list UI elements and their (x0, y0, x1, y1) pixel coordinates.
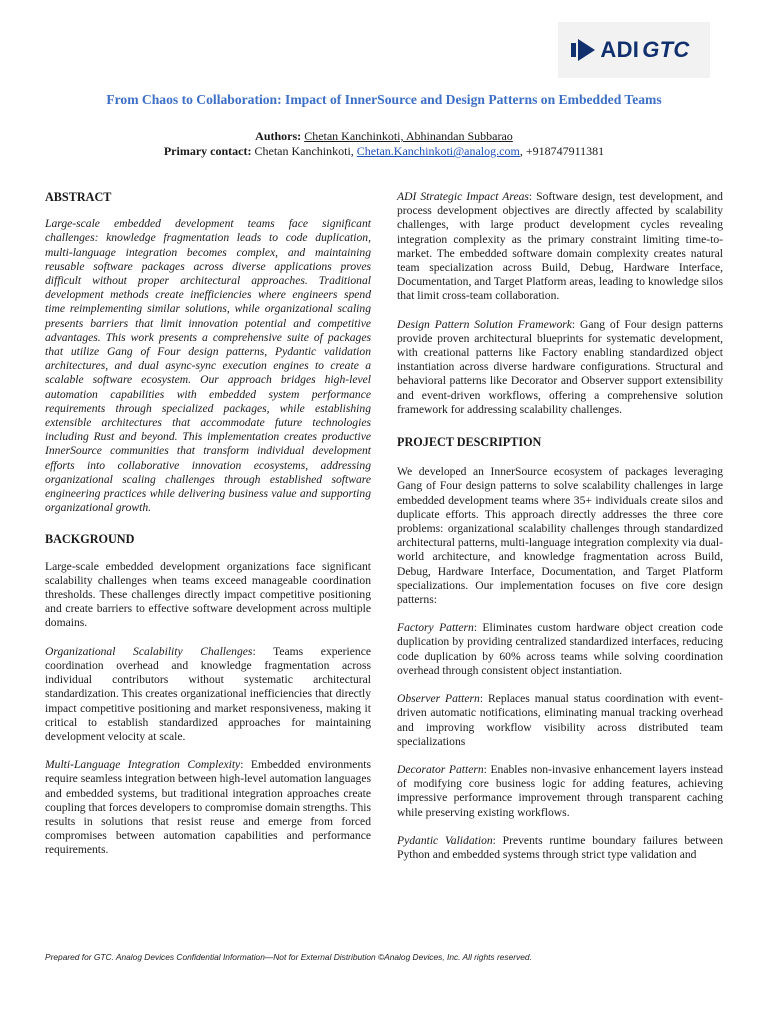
paper-title: From Chaos to Collaboration: Impact of InnerSource and Design Patterns on Embedded Teams (106, 92, 662, 107)
pydantic-validation-label: Pydantic Validation (397, 833, 493, 847)
authors-names: Chetan Kanchinkoti, Abhinandan Subbarao (304, 129, 513, 143)
impact-areas-text: : Software design, test development, and process development objectives are directly affected by scalability challenges, with large product development cycles revealing integration complexity as the primary constraint limiting time-to-market. The embedded software domain complexity creates natural team specialization across Build, Debug, Hardware Interface, Documentation, and Target Platform areas, leading to knowledge silos that limit cross-team collaboration. (397, 190, 723, 303)
observer-pattern-text: : Replaces manual status coordination with event-driven automatic notifications, eliminating manual tracking overhead and improving workflow visibility across distributed team specializations (397, 692, 723, 748)
project-description-heading: PROJECT DESCRIPTION (397, 435, 542, 450)
contact-name: Chetan Kanchinkoti, (254, 144, 357, 158)
org-scalability-label: Organizational Scalability Challenges (45, 644, 253, 658)
org-scalability-text: : Teams experience coordination overhead and knowledge fragmentation across individual contributors without systematic architectural standardization. This creates organizational inefficiencies that directly impact competitive positioning and market responsiveness, making it critical to establish standardized approaches for maintaining development velocity at scale. (45, 644, 371, 743)
adi-gtc-logo (558, 22, 710, 78)
confidentiality-footer: Prepared for GTC. Analog Devices Confidential Information—Not for External Distribution ©Analog Devices, Inc. All rights reserved. (45, 952, 532, 962)
observer-pattern-paragraph (397, 692, 723, 749)
authors-line (0, 129, 768, 144)
pydantic-validation-paragraph (397, 834, 723, 862)
adi-triangle-icon (578, 39, 595, 61)
abstract-text: Large-scale embedded development teams face significant challenges: knowledge fragmentation leads to code duplication, multi-language integration becomes complex, and maintaining reusable software packages across diverse applications proves difficult without proper architectural approaches. Traditional development methods create inefficiencies where engineers spend time reimplementing similar solutions, while organizational scaling presents barriers that limit innovation potential and competitive advantages. This work presents a comprehensive suite of packages that utilize Gang of Four design patterns, Pydantic validation architectures, and dual async-sync execution engines to create a scalable software ecosystem. Our approach bridges high-level automation capabilities with embedded system performance requirements through specialized packages, while establishing extensible architectures that accommodate future technologies including Rust and beyond. This implementation creates productive InnerSource communities that transform individual development efforts into collaborative innovation ecosystems, addressing organizational scaling challenges through established software engineering practices while delivering business value and supporting organizational growth. (45, 217, 371, 515)
observer-pattern-label: Observer Pattern (397, 692, 480, 706)
decorator-pattern-text: : Enables non-invasive enhancement layers instead of modifying core business logic for adding features, achieving impressive performance improvement through transparent caching while preserving existing workflows. (397, 762, 723, 819)
factory-pattern-paragraph (397, 621, 723, 678)
contact-email-link[interactable]: Chetan.Kanchinkoti@analog.com (356, 144, 520, 158)
multi-language-text: : Embedded environments require seamless integration between high-level automation languages and embedded systems, but traditional integration approaches create coupling that forces developers to compromise domain strengths. This results in solutions that resist reuse and emerge from forced compromises between automation capabilities and performance requirements. (45, 758, 371, 857)
decorator-pattern-paragraph (397, 763, 723, 820)
contact-phone: , +918747911381 (519, 144, 605, 158)
logo-brand: ADI (600, 37, 640, 62)
background-heading: BACKGROUND (45, 532, 135, 547)
primary-contact-line (0, 144, 768, 159)
factory-pattern-label: Factory Pattern (397, 621, 474, 635)
design-pattern-text: : Gang of Four design patterns provide proven architectural blueprints for systematic development, with creational patterns like Factory enabling standardized object instantiation across diverse hardware configurations. Structural and behavioral patterns like Decorator and Observer support extensibility and event-driven workflows, offering a comprehensive solution framework for addressing scalability challenges. (397, 317, 723, 416)
org-scalability-paragraph (45, 645, 371, 744)
contact-label: Primary contact: (163, 144, 252, 158)
impact-areas-paragraph (397, 190, 723, 304)
authors-label: Authors: (255, 129, 302, 143)
logo-product: GTC (642, 37, 690, 62)
authors-block (0, 129, 768, 159)
multi-language-label: Multi-Language Integration Complexity (45, 758, 241, 772)
design-pattern-label: Design Pattern Solution Framework (397, 317, 572, 331)
design-pattern-paragraph (397, 318, 723, 417)
background-intro: Large-scale embedded development organizations face significant scalability challenges when teams exceed manageable coordination thresholds. These challenges directly impact competitive positioning and create barriers to effective software development across multiple domains. (45, 559, 371, 630)
right-column (397, 190, 723, 876)
left-column (45, 190, 371, 872)
impact-areas-label: ADI Strategic Impact Areas (397, 190, 529, 203)
abstract-heading: ABSTRACT (45, 190, 112, 204)
multi-language-paragraph (45, 758, 371, 857)
factory-pattern-text: : Eliminates custom hardware object creation code duplication by providing centralized standardized interfaces, reducing code duplication by 60% across teams while solving coordination overhead through consistent object instantiation. (397, 621, 723, 677)
project-description-text: We developed an InnerSource ecosystem of packages leveraging Gang of Four design patterns to solve scalability challenges in large embedded development teams where 35+ individuals create silos and duplicate efforts. This approach directly addresses the three core problems: organizational scalability challenges through standardized architectural patterns, multi-language integration complexity via dual-world architecture, and knowledge fragmentation across Build, Debug, Hardware Interface, Documentation, and Target Platform specializations. Our implementation focuses on five core design patterns: (397, 465, 723, 607)
pydantic-validation-text: : Prevents runtime boundary failures between Python and embedded systems through strict type validation and (397, 833, 723, 861)
decorator-pattern-label: Decorator Pattern (397, 762, 484, 776)
